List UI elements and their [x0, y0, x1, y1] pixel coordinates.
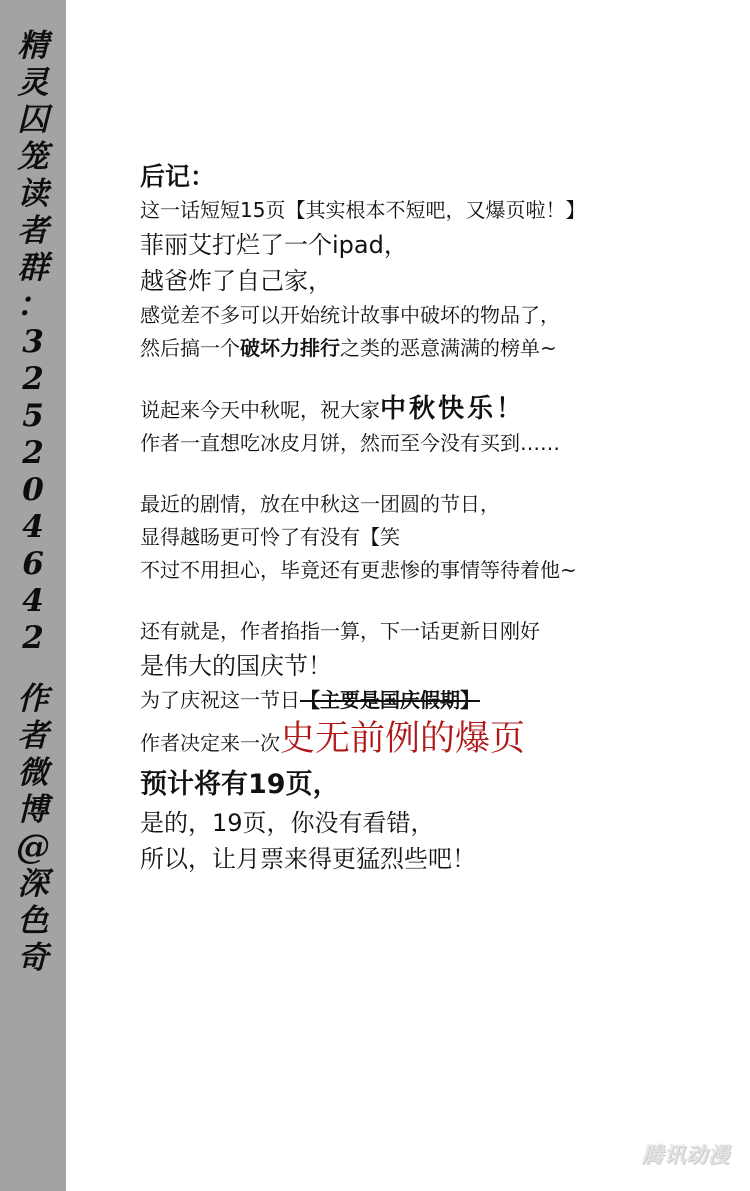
sidebar-char: 精: [17, 28, 49, 64]
strikethrough-holiday-note: 【主要是国庆假期】: [300, 688, 480, 712]
sidebar-char: 2: [22, 435, 44, 471]
sidebar-group-weibo: [16, 681, 50, 977]
p2-line1-pre: 说起来今天中秋呢，祝大家: [140, 398, 380, 422]
p1-line1: 这一话短短15页【其实根本不短吧，又爆页啦！】: [140, 198, 586, 222]
p4-line6: 是的，19页，你没有看错，: [140, 809, 435, 837]
p1-line5-pre: 然后搞一个: [140, 336, 240, 360]
sidebar-char: 4: [22, 583, 44, 619]
destruction-ranking-text: 破坏力排行: [240, 336, 340, 360]
sidebar-char: 者: [17, 718, 49, 754]
afterword-heading: 后记：: [140, 162, 216, 191]
p4-line2: 是伟大的国庆节！: [140, 652, 332, 680]
sidebar-char: 4: [22, 509, 44, 545]
sidebar-char: 5: [22, 398, 44, 434]
sidebar-char: ：: [16, 285, 50, 325]
p4-line4-pre: 作者决定来一次: [140, 731, 280, 755]
p4-line7: 所以，让月票来得更猛烈些吧！: [140, 845, 476, 873]
mid-autumn-greeting: 中秋快乐！: [380, 394, 526, 424]
p3-line2: 显得越旸更可怜了有没有【笑: [140, 525, 400, 549]
p1-line4: 感觉差不多可以开始统计故事中破坏的物品了，: [140, 303, 560, 327]
sidebar-panel: [0, 0, 66, 1191]
p4-line4: [140, 717, 730, 765]
p4-line5: 预计将有19页，: [140, 769, 340, 800]
sidebar-vertical-text: [10, 28, 56, 977]
sidebar-char: 作: [17, 681, 49, 717]
sidebar-char: @: [16, 827, 50, 867]
p3-line1: 最近的剧情，放在中秋这一团圆的节日，: [140, 492, 500, 516]
p4-line3: [140, 684, 730, 717]
p2-line2: 作者一直想吃冰皮月饼，然而至今没有买到……: [140, 431, 560, 455]
sidebar-char: 博: [17, 792, 49, 828]
p1-line2: 菲丽艾打烂了一个ipad，: [140, 231, 408, 259]
sidebar-char: 6: [22, 546, 44, 582]
p4-line1: 还有就是，作者掐指一算，下一话更新日刚好: [140, 619, 540, 643]
p2-line1: [140, 393, 730, 427]
unprecedented-page-burst-text: 史无前例的爆页: [280, 719, 526, 759]
sidebar-char: 灵: [17, 65, 49, 101]
sidebar-char: 囚: [17, 102, 49, 138]
sidebar-char: 者: [17, 213, 49, 249]
sidebar-char: 色: [17, 903, 49, 939]
p3-line3: 不过不用担心，毕竟还有更悲惨的事情等待着他~: [140, 558, 577, 582]
sidebar-char: 奇: [17, 940, 49, 976]
afterword-content: [140, 160, 730, 877]
sidebar-char: 0: [22, 472, 44, 508]
sidebar-group-title: [16, 28, 50, 657]
sidebar-char: 2: [22, 620, 44, 656]
sidebar-char: 微: [17, 755, 49, 791]
p1-line5: [140, 332, 730, 365]
p4-line3-pre: 为了庆祝这一节日: [140, 688, 300, 712]
sidebar-char: 笼: [17, 139, 49, 175]
sidebar-char: 深: [17, 866, 49, 902]
sidebar-char: 3: [22, 324, 44, 360]
sidebar-char: 群: [17, 250, 49, 286]
p1-line3: 越爸炸了自己家，: [140, 267, 332, 295]
sidebar-char: 读: [17, 176, 49, 212]
sidebar-char: 2: [22, 361, 44, 397]
p1-line5-post: 之类的恶意满满的榜单~: [340, 336, 557, 360]
watermark-logo: 腾讯动漫: [642, 1143, 730, 1167]
